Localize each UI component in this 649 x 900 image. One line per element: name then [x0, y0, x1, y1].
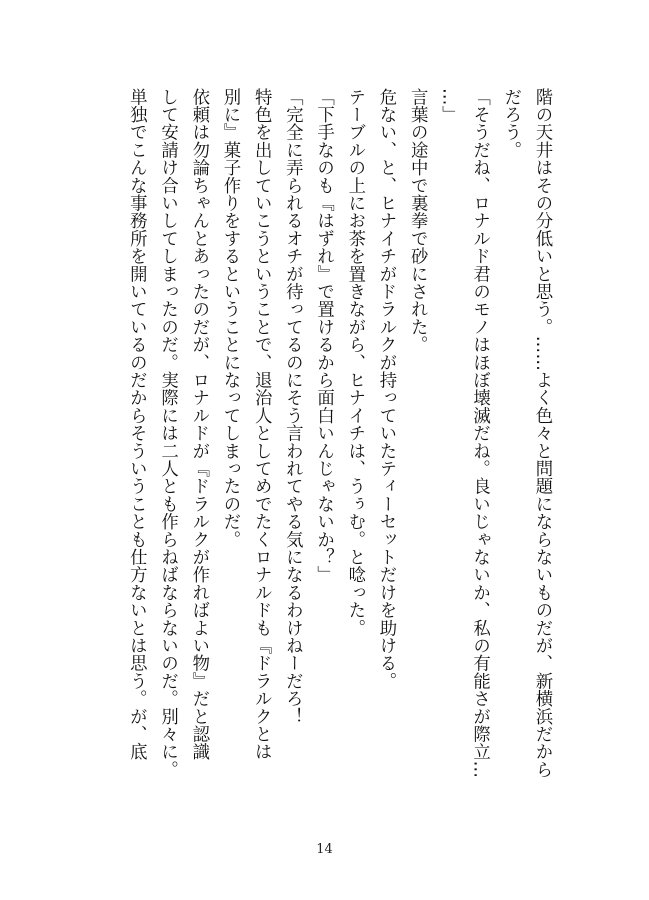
text-line-11: 別に』菓子作りをするということになってしまったのだ。: [219, 88, 240, 549]
page-number: 14: [316, 842, 333, 857]
text-line-1: 階の天井はその分低いと思う。……よく色々と問題にならないものだが、新横浜だから: [532, 88, 552, 779]
text-line-10: 特色を出していこうということで、退治人としてめでたくロナルドも『ドラルクとは: [251, 88, 272, 761]
text-line-3: 「そうだね、ロナルド君のモノはほぼ壊滅だね。良いじゃないか、私の有能さが際立…: [469, 88, 490, 779]
text-line-9: 「完全に弄られるオチが待ってるのにそう言われてやる気になるわけねーだろ！: [282, 88, 303, 726]
text-line-13: して安請け合いしてしまったのだ。実際には二人とも作らねばならないのだ。別々に。: [157, 88, 178, 779]
vertical-text-body: [87, 88, 557, 818]
text-line-14: 単独でこんな事務所を開いているのだからそういうことも仕方ないとは思う。が、底: [126, 88, 147, 761]
text-line-7: テーブルの上にお茶を置きながら、ヒナイチは、うぅむ。と唸った。: [344, 88, 365, 637]
text-line-2: だろう。: [500, 88, 521, 159]
text-line-12: 依頼は勿論ちゃんとあったのだが、ロナルドが『ドラルクが作ればよい物』だと認識: [188, 88, 209, 761]
text-line-8: 「下手なのも『はずれ』で置けるから面白いんじゃないか？」: [313, 88, 334, 584]
text-line-6: 危ない、と、ヒナイチがドラルクが持っていたティーセットだけを助ける。: [375, 88, 396, 690]
text-line-5: 言葉の途中で裏拳で砂にされた。: [407, 88, 428, 354]
text-line-4: …」: [438, 88, 459, 124]
